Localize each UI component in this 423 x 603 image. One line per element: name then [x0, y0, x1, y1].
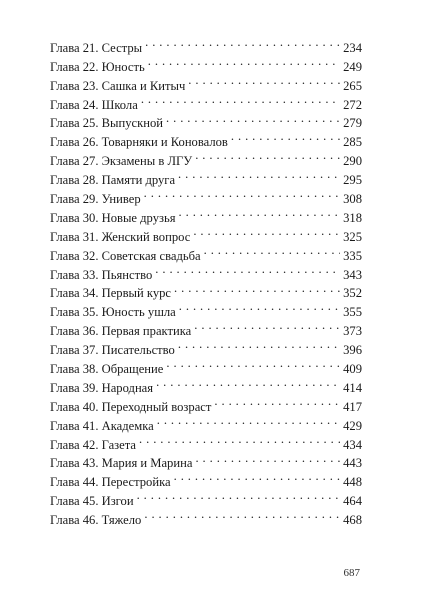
dot-leader: [174, 279, 340, 298]
chapter-page-number: 249: [343, 59, 362, 74]
dot-leader: [178, 335, 340, 354]
dot-leader: [166, 109, 340, 128]
chapter-page-number: 272: [343, 97, 362, 112]
dot-leader: [174, 467, 341, 486]
chapter-page-number: 325: [343, 229, 362, 244]
chapter-page-number: 279: [343, 116, 362, 131]
chapter-title: Глава 33. Пьянство: [50, 267, 153, 282]
chapter-page-number: 355: [343, 305, 362, 320]
dot-leader: [195, 146, 340, 165]
chapter-page-number: 343: [343, 267, 362, 282]
chapter-page-number: 308: [343, 192, 362, 207]
chapter-page-number: 417: [343, 399, 362, 414]
dot-leader: [193, 222, 340, 241]
dot-leader: [178, 165, 340, 184]
chapter-title: Глава 34. Первый курс: [50, 286, 172, 301]
chapter-page-number: 443: [343, 456, 362, 471]
chapter-title: Глава 21. Сестры: [50, 40, 143, 55]
chapter-page-number: 295: [343, 173, 362, 188]
dot-leader: [155, 260, 340, 279]
dot-leader: [139, 430, 340, 449]
page-number: 687: [343, 567, 360, 579]
table-of-contents: [50, 33, 362, 528]
dot-leader: [166, 354, 340, 373]
chapter-page-number: 285: [343, 135, 362, 150]
chapter-title: Глава 40. Переходный возраст: [50, 399, 212, 414]
dot-leader: [188, 71, 340, 90]
toc-entry: [50, 33, 362, 55]
chapter-page-number: 409: [343, 362, 362, 377]
chapter-title: Глава 41. Академка: [50, 418, 154, 433]
chapter-title: Глава 45. Изгои: [50, 494, 134, 509]
chapter-title: Глава 30. Новые друзья: [50, 210, 176, 225]
dot-leader: [144, 184, 340, 203]
chapter-title: Глава 28. Памяти друга: [50, 173, 176, 188]
chapter-title: Глава 26. Товарняки и Коновалов: [50, 135, 228, 150]
dot-leader: [156, 373, 340, 392]
chapter-title: Глава 29. Универ: [50, 192, 141, 207]
dot-leader: [179, 203, 341, 222]
dot-leader: [194, 316, 340, 335]
dot-leader: [195, 449, 340, 468]
chapter-title: Глава 23. Сашка и Китыч: [50, 78, 186, 93]
chapter-page-number: 464: [343, 494, 362, 509]
chapter-title: Глава 24. Школа: [50, 97, 138, 112]
chapter-title: Глава 32. Советская свадьба: [50, 248, 201, 263]
chapter-page-number: 265: [343, 78, 362, 93]
chapter-page-number: 290: [343, 154, 362, 169]
dot-leader: [145, 33, 340, 52]
chapter-page-number: 396: [343, 343, 362, 358]
chapter-page-number: 448: [343, 475, 362, 490]
chapter-title: Глава 37. Писательство: [50, 343, 175, 358]
chapter-page-number: 318: [343, 210, 362, 225]
chapter-title: Глава 43. Мария и Марина: [50, 456, 193, 471]
dot-leader: [141, 90, 340, 109]
chapter-page-number: 434: [343, 437, 362, 452]
dot-leader: [231, 127, 340, 146]
dot-leader: [179, 297, 340, 316]
chapter-title: Глава 42. Газета: [50, 437, 136, 452]
dot-leader: [157, 411, 340, 430]
chapter-page-number: 468: [343, 513, 362, 528]
chapter-title: Глава 22. Юность: [50, 59, 145, 74]
chapter-page-number: 414: [343, 380, 362, 395]
chapter-title: Глава 36. Первая практика: [50, 324, 192, 339]
chapter-title: Глава 35. Юность ушла: [50, 305, 176, 320]
chapter-title: Глава 31. Женский вопрос: [50, 229, 191, 244]
chapter-title: Глава 46. Тяжело: [50, 513, 142, 528]
dot-leader: [214, 392, 340, 411]
dot-leader: [144, 505, 340, 524]
dot-leader: [148, 52, 340, 71]
chapter-title: Глава 25. Выпускной: [50, 116, 163, 131]
chapter-title: Глава 27. Экзамены в ЛГУ: [50, 154, 193, 169]
chapter-page-number: 234: [343, 40, 362, 55]
dot-leader: [137, 486, 341, 505]
dot-leader: [204, 241, 341, 260]
chapter-page-number: 373: [343, 324, 362, 339]
chapter-page-number: 352: [343, 286, 362, 301]
chapter-title: Глава 39. Народная: [50, 380, 154, 395]
chapter-page-number: 429: [343, 418, 362, 433]
chapter-title: Глава 44. Перестройка: [50, 475, 171, 490]
chapter-page-number: 335: [343, 248, 362, 263]
chapter-title: Глава 38. Обращение: [50, 362, 164, 377]
